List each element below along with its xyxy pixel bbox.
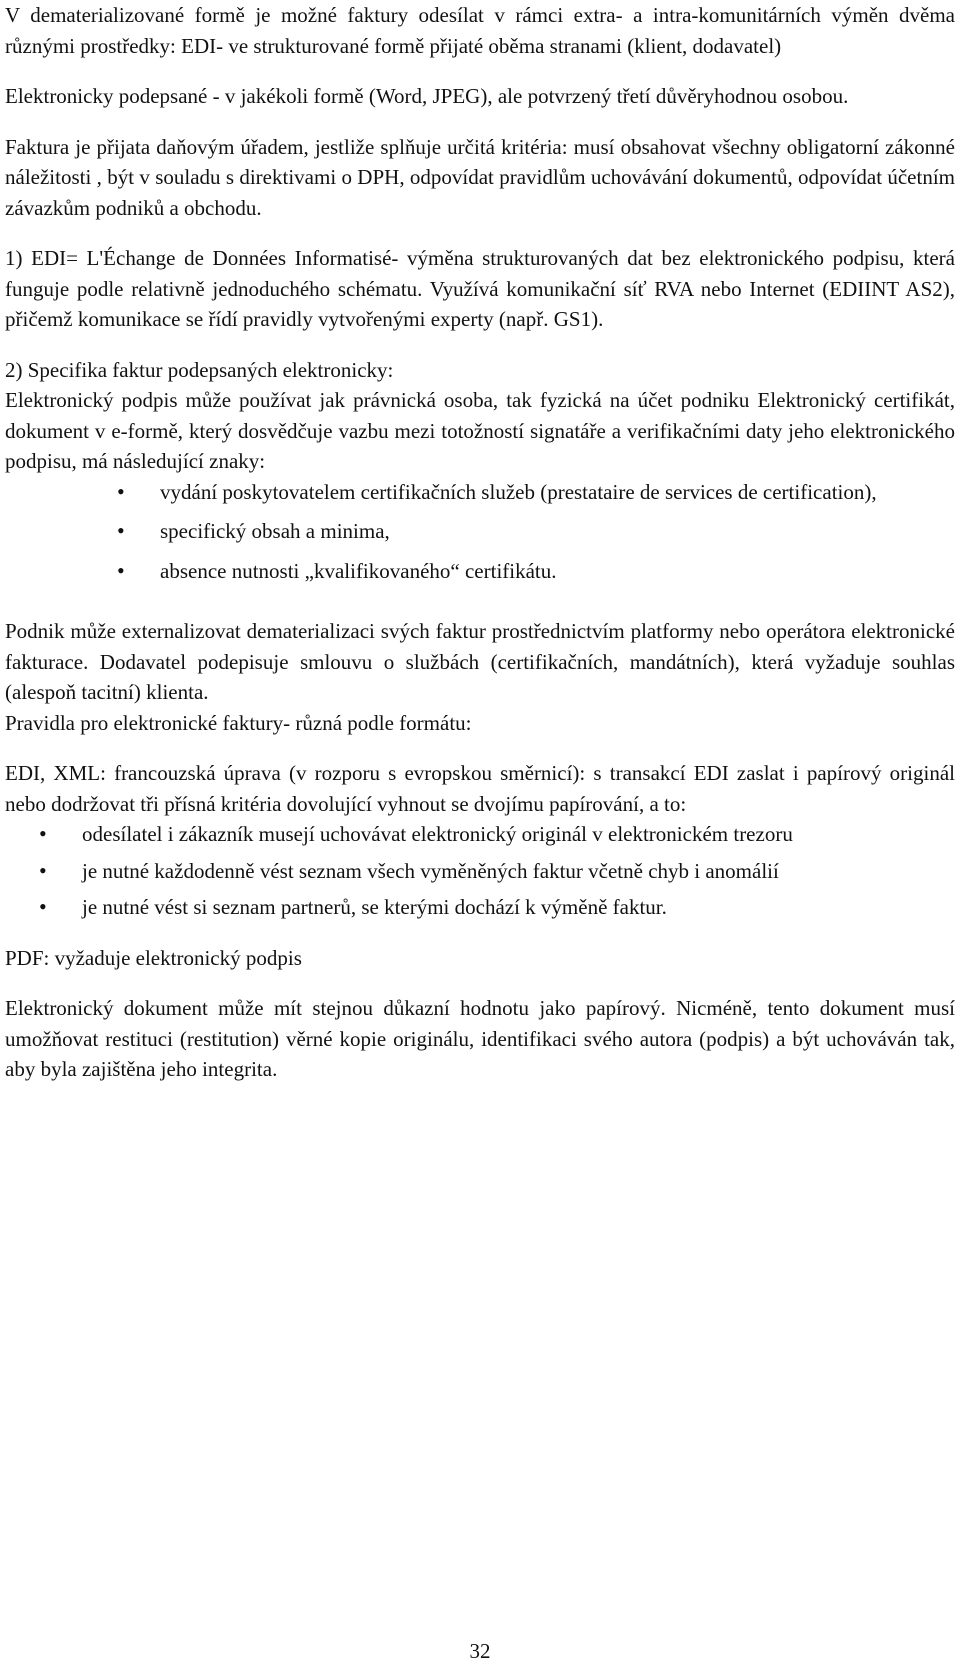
evidence-value-paragraph: Elektronický dokument může mít stejnou důkazní hodnotu jako papírový. Nicméně, tento dokument musí umožňovat restituci (restitution) věrné kopie originálu, identifikaci svého autora (podpis) a být uchováván tak, aby byla zajištěna jeho integrita. bbox=[5, 996, 955, 1081]
list-item bbox=[5, 892, 955, 923]
bullet-icon: • bbox=[117, 518, 125, 543]
intro-paragraph: V dematerializované formě je možné faktury odesílat v rámci extra- a intra-komunitárních výměn dvěma různými prostředky: EDI- ve strukturované formě přijaté oběma stranami (klient, dodavatel) bbox=[5, 3, 955, 58]
criteria-list bbox=[5, 819, 955, 923]
list-item bbox=[5, 477, 955, 508]
list-item-text: je nutné každodenně vést seznam všech vyměněných faktur včetně chyb i anomálií bbox=[82, 858, 779, 883]
edi-xml-paragraph: EDI, XML: francouzská úprava (v rozporu s evropskou směrnicí): s transakcí EDI zaslat i papírový originál nebo dodržovat tři přísná kritéria dovolující vyhnout se dvojímu papírování, a to: bbox=[5, 761, 955, 816]
list-item bbox=[5, 556, 955, 587]
page-number: 32 bbox=[469, 1639, 491, 1663]
tax-acceptance-paragraph: Faktura je přijata daňovým úřadem, jestliže splňuje určitá kritéria: musí obsahovat všechny obligatorní zákonné náležitosti , být v souladu s direktivami o DPH, odpovídat pravidlům uchovávání dokumentů, odpovídat účetním závazkům podniků a obchodu. bbox=[5, 134, 955, 220]
certificate-features-list bbox=[5, 477, 955, 587]
list-item bbox=[5, 516, 955, 547]
list-item-text: specifický obsah a minima, bbox=[160, 519, 390, 543]
bullet-icon: • bbox=[117, 478, 125, 504]
list-item-text: je nutné vést si seznam partnerů, se kterými dochází k výměně faktur. bbox=[82, 895, 667, 919]
list-item-text: odesílatel i zákazník musejí uchovávat elektronický originál v elektronickém trezoru bbox=[82, 822, 793, 846]
list-item bbox=[5, 819, 955, 850]
bullet-icon: • bbox=[117, 557, 125, 583]
document-page bbox=[5, 0, 955, 1085]
bullet-icon: • bbox=[39, 821, 47, 846]
list-item-text: vydání poskytovatelem certifikačních služeb (prestataire de services de certification), bbox=[160, 479, 877, 504]
bullet-icon: • bbox=[39, 857, 47, 883]
electronic-signature-paragraph: Elektronický podpis může používat jak právnická osoba, tak fyzická na účet podniku Elektronický certifikát, dokument v e-formě, který dosvědčuje vazbu mezi totožností signatáře a verifikačními daty jeho elektronického podpisu, má následující znaky: bbox=[5, 388, 955, 473]
bullet-icon: • bbox=[39, 894, 47, 919]
pdf-paragraph: PDF: vyžaduje elektronický podpis bbox=[5, 945, 302, 970]
signed-specifics-heading: 2) Specifika faktur podepsaných elektronicky: bbox=[5, 357, 394, 382]
rules-heading: Pravidla pro elektronické faktury- různá podle formátu: bbox=[5, 710, 472, 735]
list-item bbox=[5, 856, 955, 887]
edi-paragraph: 1) EDI= L'Échange de Données Informatisé- výměna strukturovaných dat bez elektronického podpisu, která funguje podle relativně jednoduchého schématu. Využívá komunikační síť RVA nebo Internet (EDIINT AS2), přičemž komunikace se řídí pravidly vytvořenými experty (např. GS1). bbox=[5, 246, 955, 331]
list-item-text: absence nutnosti „kvalifikovaného“ certifikátu. bbox=[160, 558, 557, 583]
signed-invoice-paragraph: Elektronicky podepsané - v jakékoli formě (Word, JPEG), ale potvrzený třetí důvěryhodnou osobou. bbox=[5, 84, 849, 108]
externalization-paragraph: Podnik může externalizovat dematerializaci svých faktur prostřednictvím platformy nebo operátora elektronické fakturace. Dodavatel podepisuje smlouvu o službách (certifikačních, mandátních), která vyžaduje souhlas (alespoň tacitní) klienta. bbox=[5, 619, 955, 704]
